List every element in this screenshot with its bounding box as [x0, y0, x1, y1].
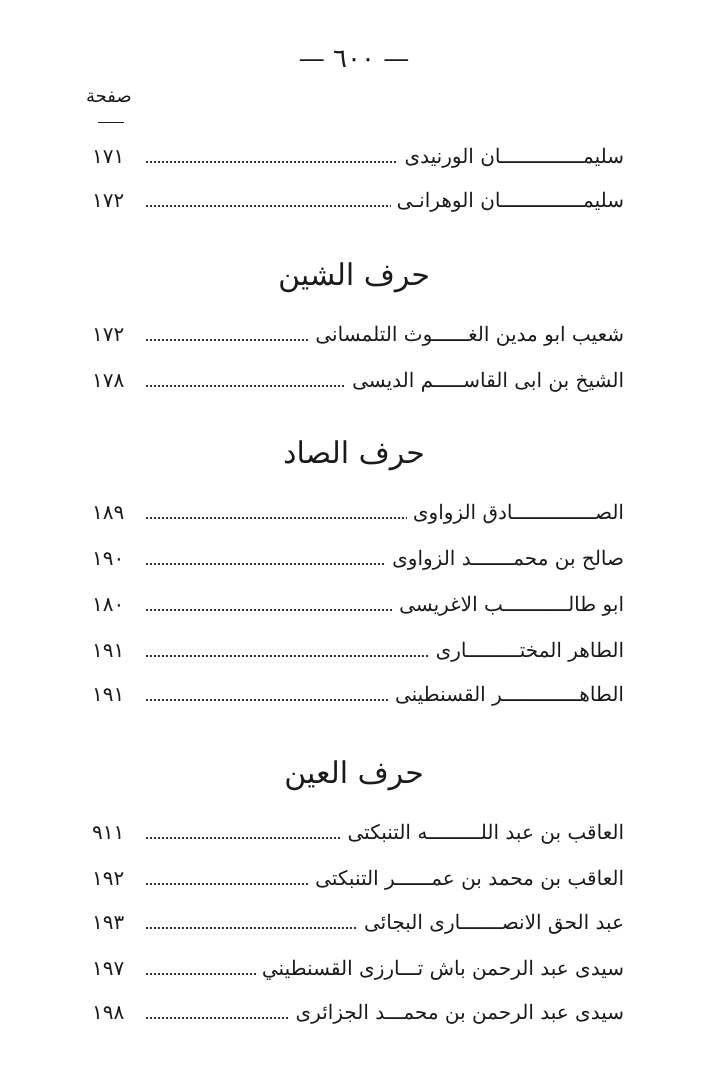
page-column-label: صفحة	[86, 86, 132, 107]
index-entry	[92, 682, 624, 716]
entry-name: ابو طالـــــــــــب الاغريسى	[393, 592, 624, 616]
entry-name: سليمــــــــــــــان الوهرانـى	[391, 188, 624, 212]
index-entry	[92, 368, 624, 402]
index-entry	[92, 910, 624, 944]
index-entry	[92, 592, 624, 626]
page-column-rule	[98, 122, 124, 123]
index-entry	[92, 144, 624, 178]
section-heading: حرف الشين	[278, 258, 430, 293]
entry-page-number: ١٩٠	[92, 546, 125, 570]
entry-page-number: ١٩١	[92, 682, 125, 706]
index-entry	[92, 500, 624, 534]
page-number: — ٦٠٠ —	[298, 44, 410, 74]
entry-page-number: ١٩٣	[92, 910, 125, 934]
entry-name: الصــــــــــــــادق الزواوى	[407, 500, 624, 524]
entry-name: العاقب بن عبد اللـــــــــه التنبكتى	[341, 820, 624, 844]
entry-page-number: ١٨٩	[92, 500, 125, 524]
entry-name: العاقب بن محمد بن عمــــــر التنبكتى	[309, 866, 624, 890]
entry-name: شعيب ابو مدين الغــــــوث التلمسانى	[309, 322, 624, 346]
entry-page-number: ١٧٢	[92, 188, 125, 212]
index-entry	[92, 866, 624, 900]
section-heading: حرف العين	[284, 756, 424, 791]
entry-page-number: ١٩٧	[92, 956, 125, 980]
section-heading: حرف الصاد	[283, 436, 425, 471]
entry-page-number: ٩١١	[92, 820, 125, 844]
entry-page-number: ١٧٨	[92, 368, 125, 392]
entry-name: الشيخ بن ابى القاســـــم الديسى	[346, 368, 624, 392]
index-entry	[92, 956, 624, 990]
entry-page-number: ١٨٠	[92, 592, 125, 616]
entry-page-number: ١٧٢	[92, 322, 125, 346]
entry-page-number: ١٩١	[92, 638, 125, 662]
entry-name: سيدى عبد الرحمن بن محمـــد الجزائرى	[290, 1000, 625, 1024]
entry-name: الطاهر المختـــــــــارى	[430, 638, 624, 662]
index-entry	[92, 1000, 624, 1034]
index-entry	[92, 322, 624, 356]
entry-name: سليمــــــــــــــان الورنيدى	[398, 144, 624, 168]
entry-name: صالح بن محمـــــــد الزواوى	[386, 546, 624, 570]
index-entry	[92, 546, 624, 580]
entry-name: سيدى عبد الرحمن باش تـــارزى القسنطيني	[256, 956, 624, 980]
entry-page-number: ١٩٢	[92, 866, 125, 890]
index-entry	[92, 188, 624, 222]
entry-name: عبد الحق الانصـــــــارى البجائى	[358, 910, 624, 934]
entry-page-number: ١٧١	[92, 144, 125, 168]
entry-page-number: ١٩٨	[92, 1000, 125, 1024]
index-entry	[92, 638, 624, 672]
index-entry	[92, 820, 624, 854]
entry-name: الطاهـــــــــــــر القسنطينى	[389, 682, 624, 706]
